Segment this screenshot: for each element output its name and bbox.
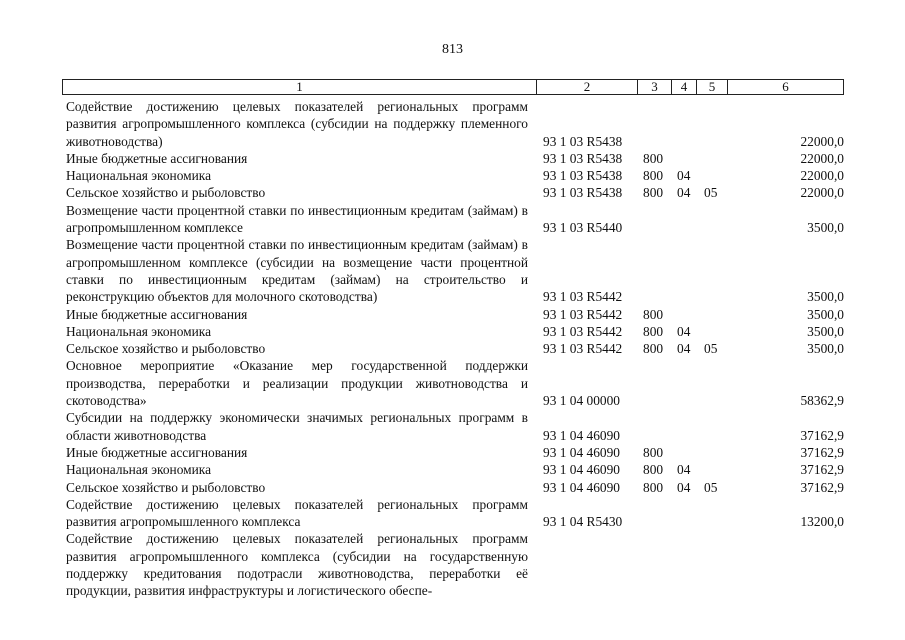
row-subsection: 05 xyxy=(704,341,718,357)
table-row xyxy=(66,306,846,323)
row-expense-type: 800 xyxy=(643,462,664,478)
row-section: 04 xyxy=(677,479,691,495)
row-section: 04 xyxy=(677,185,691,201)
row-section: 04 xyxy=(677,462,691,478)
row-text: Субсидии на поддержку экономически значимых региональных программ в области животноводства xyxy=(66,410,528,443)
table-row xyxy=(66,236,846,305)
table-row xyxy=(66,323,846,340)
table-row xyxy=(66,479,846,496)
row-expense-type: 800 xyxy=(643,168,664,184)
row-subsection: 05 xyxy=(704,185,718,201)
table-row xyxy=(66,461,846,478)
row-amount: 22000,0 xyxy=(800,150,844,166)
row-target-code: 93 1 04 00000 xyxy=(543,393,620,409)
table-row xyxy=(66,530,846,599)
header-col-6: 6 xyxy=(782,79,789,94)
table-row xyxy=(66,357,846,409)
row-expense-type: 800 xyxy=(643,185,664,201)
row-target-code: 93 1 04 46090 xyxy=(543,462,620,478)
row-text: Национальная экономика xyxy=(66,323,212,339)
row-text: Основное мероприятие «Оказание мер государственной поддержки производства, переработки и реализации продукции животноводства и скотоводства» xyxy=(66,358,528,409)
row-text: Сельское хозяйство и рыболовство xyxy=(66,185,266,201)
table-body xyxy=(66,98,846,600)
row-text: Содействие достижению целевых показателей региональных программ развития агропромышленного комплекса (субсидии на поддержку племенного животноводства) xyxy=(66,99,528,149)
header-col-5: 5 xyxy=(697,80,728,94)
table-row xyxy=(66,167,846,184)
row-amount: 58362,9 xyxy=(800,393,844,409)
row-subsection: 05 xyxy=(704,479,718,495)
header-col-3: 3 xyxy=(638,80,672,94)
table-row xyxy=(66,340,846,357)
row-section: 04 xyxy=(677,341,691,357)
row-text: Сельское хозяйство и рыболовство xyxy=(66,479,266,495)
row-target-code: 93 1 04 46090 xyxy=(543,427,620,443)
row-section: 04 xyxy=(677,168,691,184)
table-row xyxy=(66,444,846,461)
row-expense-type: 800 xyxy=(643,323,664,339)
row-amount: 37162,9 xyxy=(800,444,844,460)
row-amount: 22000,0 xyxy=(800,168,844,184)
table-row xyxy=(66,202,846,237)
row-target-code: 93 1 03 R5438 xyxy=(543,150,623,166)
page-number: 813 xyxy=(442,42,463,57)
row-target-code: 93 1 03 R5442 xyxy=(543,289,623,305)
row-amount: 3500,0 xyxy=(807,220,844,236)
row-amount: 3500,0 xyxy=(807,323,844,339)
row-amount: 37162,9 xyxy=(800,462,844,478)
table-row xyxy=(66,409,846,444)
row-text: Иные бюджетные ассигнования xyxy=(66,150,248,166)
row-amount: 37162,9 xyxy=(800,479,844,495)
row-text: Сельское хозяйство и рыболовство xyxy=(66,341,266,357)
row-amount: 3500,0 xyxy=(807,306,844,322)
row-text: Национальная экономика xyxy=(66,462,212,478)
row-target-code: 93 1 03 R5438 xyxy=(543,185,623,201)
row-expense-type: 800 xyxy=(643,306,664,322)
row-text: Возмещение части процентной ставки по инвестиционным кредитам (займам) в агропромышленном комплексе (субсидии на возмещение части процентной ставки по инвестиционным кредитам (займам) на строительство и реконструкцию объектов для молочного скотоводства) xyxy=(66,237,528,305)
header-col-1: 1 xyxy=(63,80,537,94)
row-target-code: 93 1 03 R5442 xyxy=(543,323,623,339)
header-col-4: 4 xyxy=(672,80,697,94)
row-target-code: 93 1 04 46090 xyxy=(543,479,620,495)
row-amount: 22000,0 xyxy=(800,185,844,201)
table-header xyxy=(62,79,844,95)
row-expense-type: 800 xyxy=(643,479,664,495)
row-text: Содействие достижению целевых показателей региональных программ развития агропромышленного комплекса (субсидии на государственную поддержку кредитования подотрасли животноводства, переработки её продукции, развития инфраструктуры и логистического обеспе- xyxy=(66,531,528,599)
table-row xyxy=(66,98,846,150)
header-col-2: 2 xyxy=(537,80,638,94)
table-row xyxy=(66,150,846,167)
row-text: Иные бюджетные ассигнования xyxy=(66,444,248,460)
row-text: Возмещение части процентной ставки по инвестиционным кредитам (займам) в агропромышленном комплексе xyxy=(66,202,528,236)
row-target-code: 93 1 03 R5438 xyxy=(543,133,623,149)
row-target-code: 93 1 03 R5440 xyxy=(543,220,623,236)
table-row xyxy=(66,496,846,531)
row-text: Национальная экономика xyxy=(66,168,212,184)
row-expense-type: 800 xyxy=(643,341,664,357)
row-target-code: 93 1 03 R5442 xyxy=(543,341,623,357)
row-amount: 3500,0 xyxy=(807,341,844,357)
row-target-code: 93 1 04 46090 xyxy=(543,444,620,460)
row-amount: 3500,0 xyxy=(807,289,844,305)
row-target-code: 93 1 03 R5442 xyxy=(543,306,623,322)
row-amount: 13200,0 xyxy=(800,514,844,530)
table-row xyxy=(66,184,846,201)
row-expense-type: 800 xyxy=(643,150,664,166)
row-amount: 22000,0 xyxy=(800,133,844,149)
row-text: Содействие достижению целевых показателей региональных программ развития агропромышленного комплекса xyxy=(66,496,528,530)
row-expense-type: 800 xyxy=(643,444,664,460)
row-target-code: 93 1 04 R5430 xyxy=(543,514,623,530)
row-text: Иные бюджетные ассигнования xyxy=(66,306,248,322)
row-section: 04 xyxy=(677,323,691,339)
row-amount: 37162,9 xyxy=(800,427,844,443)
row-target-code: 93 1 03 R5438 xyxy=(543,168,623,184)
